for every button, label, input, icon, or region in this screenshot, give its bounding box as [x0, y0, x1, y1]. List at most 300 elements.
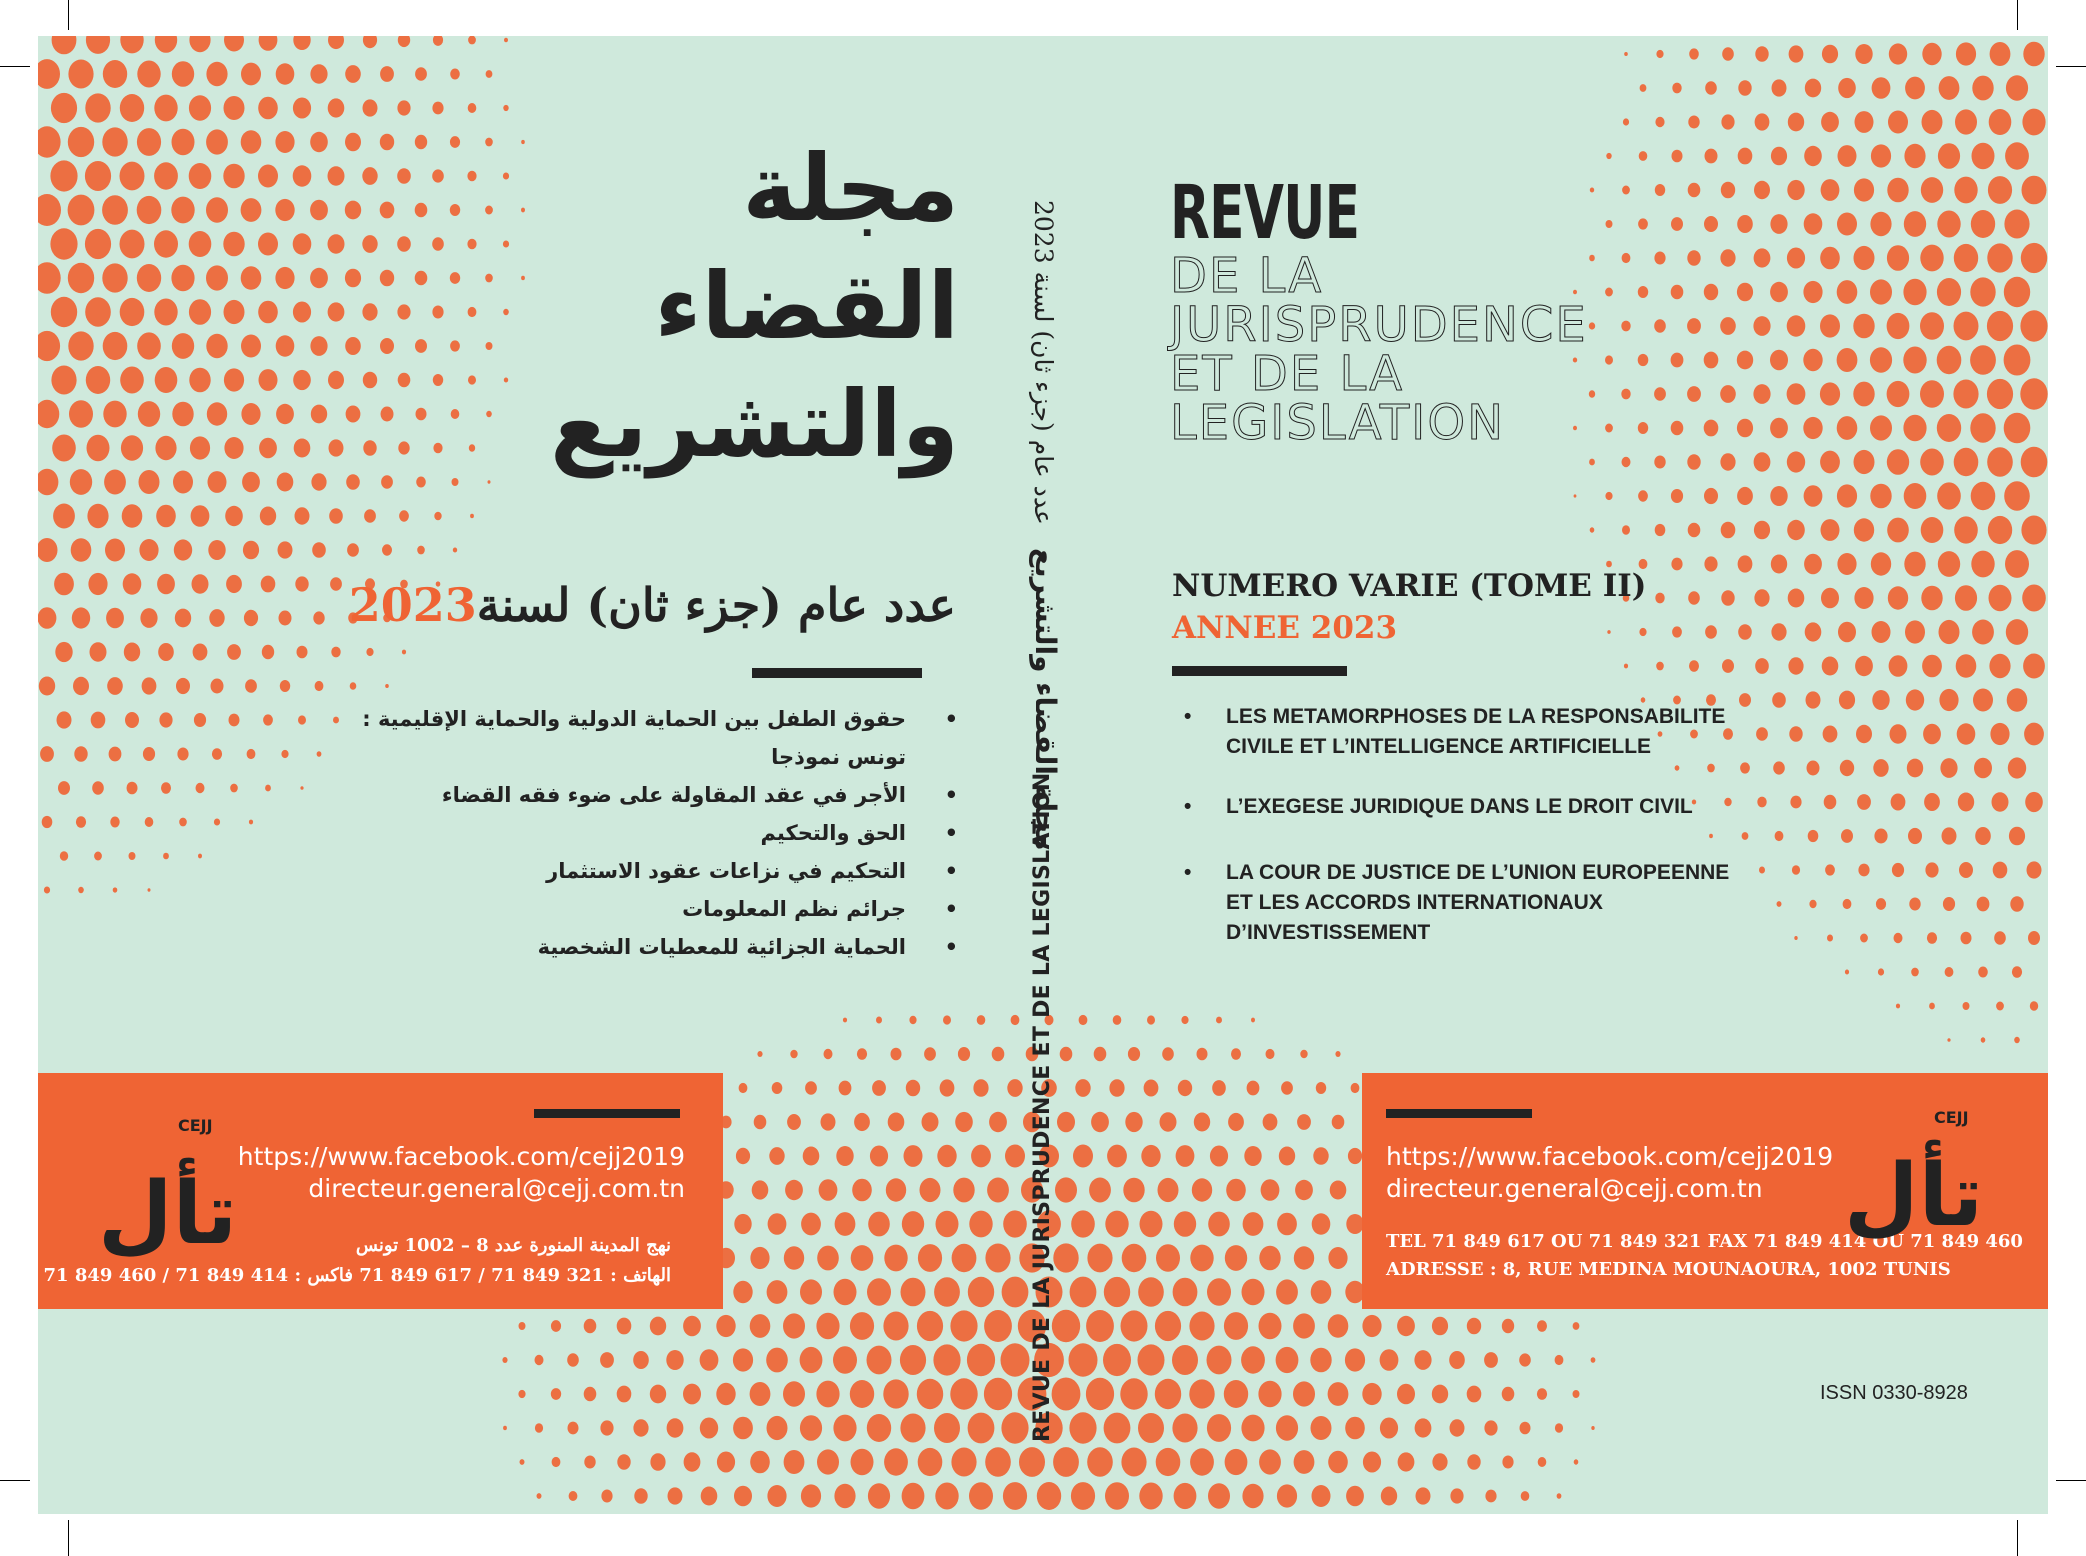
facebook-link[interactable]: https://www.facebook.com/cejj2019	[1386, 1142, 1834, 1171]
halftone-dot	[225, 506, 243, 526]
email-link[interactable]: directeur.general@cejj.com.tn	[1386, 1174, 1763, 1203]
halftone-dot	[362, 303, 377, 320]
halftone-dot	[909, 1016, 916, 1024]
halftone-dot	[1754, 248, 1771, 267]
halftone-dot	[584, 1319, 597, 1333]
halftone-dot	[1789, 726, 1802, 741]
halftone-dot	[1242, 1484, 1263, 1508]
halftone-dot	[922, 1112, 939, 1132]
halftone-dot	[973, 1079, 988, 1097]
halftone-dot	[1939, 76, 1960, 100]
halftone-dot	[52, 36, 77, 54]
list-item	[1180, 792, 1746, 822]
halftone-dot	[567, 1353, 579, 1366]
halftone-dot	[1961, 932, 1972, 945]
halftone-dot	[1073, 1145, 1093, 1168]
halftone-dot	[1971, 551, 1994, 578]
halftone-dot	[1954, 516, 1978, 543]
halftone-dot	[1467, 1318, 1481, 1335]
halftone-dot	[1839, 691, 1855, 710]
halftone-dot	[1416, 1487, 1431, 1504]
halftone-dot	[1705, 625, 1717, 639]
halftone-dot	[1947, 1038, 1950, 1042]
halftone-dot	[805, 1081, 817, 1095]
halftone-dot	[1837, 484, 1857, 507]
halftone-dot	[87, 504, 108, 528]
halftone-dot	[1809, 900, 1816, 908]
halftone-dot	[1520, 1422, 1531, 1435]
halftone-dot	[1276, 1347, 1299, 1373]
halftone-dot	[450, 340, 460, 351]
halftone-dot	[750, 1451, 770, 1474]
halftone-dot	[584, 1456, 595, 1469]
halftone-dot	[1060, 1047, 1073, 1062]
halftone-dot	[1590, 188, 1594, 193]
halftone-dot	[450, 69, 460, 80]
halftone-dot	[189, 36, 210, 52]
halftone-dot	[1259, 1313, 1282, 1339]
halftone-dot	[1888, 111, 1908, 134]
halftone-dot	[867, 1346, 892, 1375]
halftone-dot	[1956, 42, 1976, 65]
list-item: • التحكيم في نزاعات عقود الاستثمار	[362, 852, 958, 890]
halftone-dot	[969, 1482, 993, 1510]
halftone-dot	[1687, 386, 1701, 402]
halftone-dot	[467, 171, 476, 182]
halftone-dot	[1924, 793, 1940, 811]
halftone-dot	[2022, 585, 2046, 612]
halftone-dot	[1854, 450, 1875, 474]
halftone-dot	[1971, 482, 1996, 510]
halftone-dot	[148, 888, 151, 891]
halftone-dot	[1467, 1454, 1480, 1469]
halftone-dot	[1105, 1211, 1128, 1238]
halftone-dot	[208, 540, 225, 560]
halftone-dot	[769, 1147, 784, 1165]
halftone-dot	[1671, 421, 1684, 436]
halftone-dot	[241, 198, 262, 222]
halftone-dot	[415, 271, 428, 285]
halftone-dot	[68, 127, 94, 157]
halftone-dot	[1103, 1344, 1131, 1376]
halftone-dot	[968, 1413, 995, 1444]
halftone-dot	[1770, 214, 1787, 234]
halftone-dot	[1771, 623, 1786, 640]
halftone-dot	[1243, 1212, 1264, 1236]
halftone-dot	[1970, 413, 1995, 442]
halftone-dot	[1555, 1355, 1564, 1365]
halftone-dot	[1380, 1418, 1398, 1439]
halftone-dot	[1622, 253, 1631, 263]
halftone-dot	[1656, 50, 1663, 58]
halftone-dot	[1107, 1145, 1127, 1168]
halftone-dot	[2022, 176, 2047, 205]
halftone-dot	[503, 105, 508, 111]
halftone-dot	[1843, 899, 1852, 909]
halftone-dot	[584, 1387, 597, 1402]
halftone-dot	[1312, 1213, 1331, 1234]
halftone-dot	[1484, 1352, 1498, 1368]
halftone-dot	[1086, 1378, 1114, 1410]
halftone-dot	[107, 677, 123, 695]
halftone-dot	[140, 608, 157, 628]
halftone-dot	[1855, 111, 1874, 133]
halftone-dot	[1316, 1082, 1326, 1094]
band-divider	[534, 1109, 680, 1118]
halftone-dot	[69, 400, 93, 428]
halftone-dot	[935, 1483, 958, 1510]
halftone-dot	[380, 202, 395, 219]
halftone-dot	[1485, 1490, 1496, 1503]
halftone-dot	[1247, 1081, 1260, 1096]
halftone-dot	[38, 126, 61, 157]
halftone-dot	[154, 162, 178, 189]
halftone-dot	[520, 1459, 525, 1465]
halftone-dot	[1589, 459, 1595, 466]
halftone-dot	[1622, 186, 1630, 195]
halftone-dot	[1872, 621, 1891, 643]
halftone-dot	[683, 1384, 701, 1405]
halftone-dot	[190, 436, 210, 459]
halftone-dot	[2004, 277, 2030, 307]
halftone-dot	[2009, 827, 2025, 846]
halftone-dot	[1502, 1387, 1515, 1401]
halftone-dot	[2021, 243, 2047, 273]
halftone-dot	[328, 234, 345, 254]
halftone-dot	[552, 1457, 561, 1467]
halftone-dot	[1989, 585, 2012, 611]
halftone-dot	[1822, 45, 1838, 64]
halftone-dot	[1208, 1483, 1230, 1508]
halftone-dot	[1502, 1319, 1514, 1333]
list-item	[1180, 858, 1746, 948]
halftone-dot	[834, 1279, 857, 1305]
halftone-dot	[1704, 284, 1718, 301]
halftone-dot	[1672, 83, 1681, 94]
halftone-dot	[486, 70, 493, 78]
halftone-dot	[1192, 1178, 1212, 1201]
halftone-dot	[1330, 1181, 1347, 1200]
halftone-dot	[1688, 523, 1701, 538]
halftone-dot	[1754, 452, 1771, 471]
halftone-dot	[206, 334, 227, 358]
halftone-dot	[1071, 1482, 1095, 1510]
halftone-dot	[452, 478, 459, 486]
halftone-dot	[363, 36, 377, 48]
halftone-dot	[1654, 387, 1666, 400]
halftone-dot	[521, 140, 525, 144]
halftone-dot	[1804, 554, 1822, 575]
halftone-dot	[992, 1047, 1005, 1061]
halftone-dot	[521, 208, 525, 213]
halftone-dot	[212, 748, 222, 760]
halftone-dot	[230, 784, 238, 793]
halftone-dot	[346, 474, 360, 490]
halftone-dot	[192, 574, 209, 593]
halftone-dot	[833, 1415, 856, 1442]
halftone-dot	[486, 342, 493, 350]
halftone-dot	[767, 1280, 788, 1304]
halftone-dot	[1971, 210, 1995, 238]
halftone-dot	[1573, 1322, 1580, 1330]
halftone-dot	[1537, 1320, 1547, 1332]
halftone-dot	[1207, 1414, 1231, 1442]
halftone-dot	[416, 408, 427, 421]
halftone-dot	[1624, 52, 1628, 56]
halftone-dot	[261, 576, 276, 593]
halftone-dot	[433, 443, 442, 454]
halftone-dot	[139, 539, 158, 561]
halftone-dot	[1621, 321, 1630, 332]
halftone-dot	[1001, 1412, 1028, 1443]
halftone-dot	[298, 715, 306, 724]
halftone-dot	[241, 266, 262, 290]
halftone-dot	[1258, 1381, 1281, 1408]
halftone-dot	[1228, 1113, 1244, 1131]
arabic-issue-year: 2023	[348, 578, 477, 632]
halftone-dot	[1721, 182, 1735, 199]
halftone-dot	[331, 647, 340, 658]
halftone-dot	[397, 236, 411, 252]
halftone-dot	[450, 204, 460, 216]
halftone-dot	[347, 543, 359, 557]
halftone-dot	[385, 684, 389, 688]
halftone-dot	[1160, 1112, 1177, 1132]
halftone-dot	[1207, 1346, 1232, 1375]
halftone-dot	[1019, 1447, 1045, 1477]
halftone-dot	[1821, 112, 1839, 132]
halftone-dot	[1887, 381, 1910, 407]
halftone-dot	[1755, 113, 1770, 130]
halftone-dot	[1757, 797, 1766, 808]
halftone-dot	[1943, 897, 1955, 911]
halftone-dot	[502, 1357, 507, 1363]
halftone-dot	[137, 196, 162, 224]
halftone-dot	[1589, 255, 1595, 262]
halftone-dot	[1140, 1211, 1163, 1237]
halftone-dot	[398, 373, 411, 387]
halftone-dot	[51, 297, 77, 327]
halftone-dot	[1860, 934, 1868, 943]
halftone-dot	[1937, 482, 1961, 509]
halftone-dot	[1415, 1418, 1432, 1437]
halftone-dot	[850, 1312, 874, 1340]
halftone-dot	[171, 265, 194, 292]
halftone-dot	[1937, 278, 1961, 306]
halftone-dot	[1328, 1314, 1349, 1338]
halftone-dot	[1888, 586, 1908, 609]
halftone-dot	[2005, 550, 2029, 578]
halftone-dot	[1172, 1414, 1197, 1443]
halftone-dot	[519, 1322, 526, 1330]
halftone-dot	[1606, 220, 1613, 228]
halftone-dot	[1845, 970, 1849, 975]
halftone-dot	[415, 339, 427, 353]
halftone-dot	[851, 1245, 874, 1271]
halftone-dot	[1138, 1277, 1164, 1307]
halftone-dot	[224, 96, 245, 120]
halftone-dot	[328, 98, 345, 117]
halftone-dot	[346, 406, 361, 423]
halftone-dot	[468, 103, 477, 113]
halftone-dot	[57, 711, 72, 728]
halftone-dot	[1904, 483, 1927, 509]
halftone-dot	[209, 609, 224, 627]
french-contents-list	[1180, 702, 1746, 948]
halftone-dot	[470, 514, 474, 518]
halftone-dot	[1720, 453, 1735, 470]
halftone-dot	[1079, 1015, 1088, 1025]
halftone-dot	[1837, 348, 1858, 372]
halftone-dot	[258, 233, 278, 256]
halftone-dot	[1958, 793, 1974, 812]
halftone-dot	[1605, 492, 1612, 500]
halftone-dot	[1574, 494, 1577, 497]
halftone-dot	[1803, 417, 1822, 439]
halftone-dot	[380, 134, 394, 151]
french-adresse: ADRESSE : 8, RUE MEDINA MOUNAOURA, 1002 TUNIS	[1386, 1259, 1951, 1280]
halftone-dot	[1737, 419, 1753, 438]
arabic-title-line: مجلة	[742, 135, 959, 242]
halftone-dot	[1109, 1079, 1124, 1097]
halftone-dot	[1737, 283, 1753, 302]
facebook-link[interactable]: https://www.facebook.com/cejj2019	[237, 1142, 685, 1171]
halftone-dot	[123, 573, 142, 594]
halftone-dot	[783, 1381, 805, 1406]
halftone-dot	[1704, 216, 1718, 232]
halftone-dot	[1972, 620, 1994, 645]
halftone-dot	[834, 1484, 855, 1508]
halftone-dot	[1820, 451, 1840, 474]
halftone-dot	[902, 1483, 925, 1509]
halftone-dot	[1889, 655, 1908, 677]
halftone-dot	[1011, 1015, 1020, 1025]
halftone-dot	[158, 643, 174, 661]
halftone-dot	[2004, 345, 2031, 376]
french-title-line: DE LA	[1170, 248, 1324, 304]
halftone-dot	[42, 816, 53, 828]
halftone-dot	[1519, 1353, 1531, 1366]
halftone-dot	[617, 1386, 632, 1403]
halftone-dot	[1878, 968, 1884, 975]
halftone-dot	[92, 781, 104, 794]
halftone-dot	[1654, 252, 1665, 265]
halftone-dot	[102, 127, 127, 156]
halftone-dot	[816, 1381, 839, 1408]
halftone-dot	[1978, 967, 1988, 978]
halftone-dot	[1672, 626, 1682, 637]
halftone-dot	[683, 1316, 701, 1337]
halftone-dot	[362, 167, 377, 185]
halftone-dot	[1857, 794, 1871, 810]
halftone-dot	[1590, 527, 1595, 532]
halftone-dot	[1970, 277, 1995, 306]
halftone-dot	[1792, 865, 1800, 874]
halftone-dot	[1128, 1047, 1140, 1061]
halftone-dot	[1838, 78, 1856, 98]
email-link[interactable]: directeur.general@cejj.com.tn	[308, 1174, 685, 1203]
halftone-dot	[868, 1212, 890, 1237]
crop-mark	[68, 0, 69, 30]
halftone-dot	[1294, 1246, 1314, 1269]
halftone-dot	[1655, 524, 1666, 536]
halftone-dot	[103, 401, 126, 428]
halftone-dot	[1787, 451, 1805, 472]
halftone-dot	[733, 1348, 753, 1371]
halftone-dot	[485, 206, 493, 215]
halftone-dot	[1905, 620, 1925, 643]
halftone-dot	[1705, 81, 1717, 94]
halftone-dot	[1672, 150, 1683, 163]
halftone-dot	[139, 470, 160, 494]
halftone-dot	[817, 1246, 839, 1271]
halftone-dot	[260, 507, 276, 526]
halftone-dot	[398, 441, 409, 454]
halftone-dot	[1772, 692, 1786, 708]
halftone-dot	[1770, 486, 1787, 506]
halftone-dot	[1351, 1083, 1360, 1093]
halftone-dot	[1640, 84, 1647, 92]
halftone-dot	[311, 473, 326, 490]
halftone-dot	[904, 1145, 923, 1167]
halftone-dot	[1920, 245, 1943, 272]
halftone-dot	[53, 504, 75, 529]
halftone-dot	[1242, 1279, 1265, 1305]
halftone-dot	[1293, 1313, 1315, 1338]
halftone-dot	[1755, 46, 1768, 61]
arabic-issue-line	[349, 578, 956, 632]
halftone-dot	[333, 717, 339, 724]
halftone-dot	[1820, 382, 1840, 405]
halftone-dot	[1972, 76, 1993, 101]
halftone-dot	[244, 610, 258, 626]
halftone-dot	[275, 199, 294, 221]
halftone-dot	[1069, 1412, 1096, 1443]
halftone-dot	[1929, 1003, 1935, 1010]
halftone-dot	[1263, 1114, 1278, 1131]
halftone-dot	[650, 1453, 665, 1471]
halftone-dot	[120, 230, 145, 259]
halftone-dot	[1721, 590, 1734, 605]
halftone-dot	[734, 1486, 752, 1507]
halftone-dot	[1398, 1452, 1415, 1471]
halftone-dot	[1920, 449, 1944, 476]
halftone-dot	[113, 887, 118, 892]
halftone-dot	[1871, 144, 1891, 167]
halftone-dot	[196, 783, 205, 793]
halftone-dot	[345, 133, 361, 152]
halftone-dot	[1294, 1450, 1315, 1474]
halftone-dot	[1704, 556, 1717, 571]
halftone-dot	[310, 64, 327, 84]
halftone-dot	[867, 1278, 891, 1306]
halftone-dot	[1790, 796, 1801, 809]
halftone-dot	[1087, 1244, 1112, 1273]
halftone-dot	[468, 36, 476, 44]
halftone-dot	[127, 782, 138, 795]
halftone-dot	[1574, 1459, 1579, 1464]
halftone-dot	[839, 1081, 852, 1096]
halftone-dot	[1737, 351, 1753, 370]
halftone-dot	[918, 1244, 942, 1272]
halftone-dot	[1484, 1420, 1497, 1435]
halftone-dot	[125, 712, 139, 728]
halftone-dot	[1671, 285, 1684, 299]
halftone-dot	[1754, 589, 1769, 606]
halftone-dot	[1889, 43, 1907, 64]
halftone-dot	[276, 335, 295, 356]
halftone-dot	[328, 36, 344, 49]
